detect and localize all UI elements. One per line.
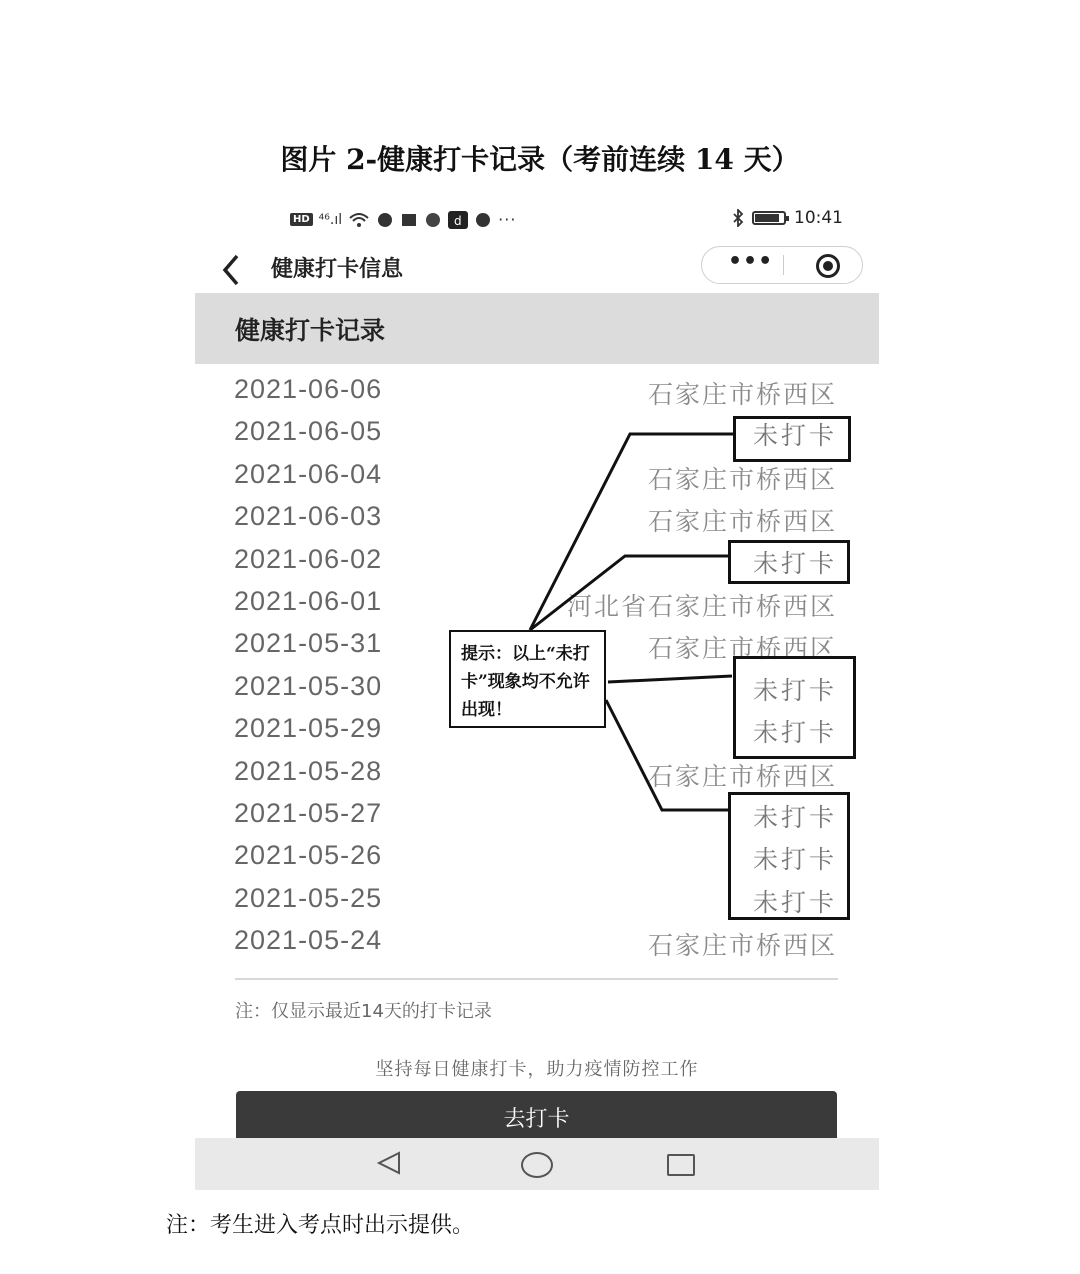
highlight-box [733,416,851,462]
app-notification-icon [474,212,492,228]
signal-icon: ⁴⁶.ıl [318,211,343,228]
record-missing-status: 未打卡 [752,845,837,875]
app-notification-icon [424,212,442,228]
highlight-box [733,656,856,759]
status-bar [195,200,879,240]
record-location: 石家庄市桥西区 [647,464,837,494]
status-icons-right [732,208,843,228]
slogan: 坚持每日健康打卡，助力疫情防控工作 [375,1059,699,1080]
tiktok-icon [448,211,468,229]
svg-text:d: d [454,213,462,228]
record-date: 2021-05-30 [234,670,383,701]
record-date: 2021-05-26 [234,840,383,871]
record-date: 2021-06-05 [234,416,383,447]
record-missing-status: 未打卡 [752,802,837,832]
record-row [195,457,879,499]
bluetooth-icon [732,209,744,227]
more-options-button[interactable]: ••• [728,249,774,274]
record-date: 2021-06-01 [234,585,383,616]
highlight-box [728,792,850,920]
back-button[interactable] [219,250,243,290]
record-date: 2021-05-27 [234,797,383,828]
status-time: 10:41 [794,208,843,228]
nav-home-icon[interactable] [521,1152,553,1178]
footer-note: 注：考生进入考点时出示提供。 [166,1213,475,1238]
record-date: 2021-05-25 [234,882,383,913]
system-nav-bar [195,1138,879,1190]
record-date: 2021-05-28 [234,755,383,786]
list-divider [235,978,838,980]
record-missing-status: 未打卡 [752,421,837,451]
page-title: 健康打卡信息 [271,257,404,282]
nav-recent-apps-icon[interactable] [667,1154,695,1176]
record-row [195,754,879,796]
record-missing-status: 未打卡 [752,548,837,578]
section-header [195,293,879,364]
hd-badge: HD [290,213,313,226]
record-location: 石家庄市桥西区 [647,507,837,537]
battery-level [755,214,779,222]
record-row [195,499,879,541]
record-location: 石家庄市桥西区 [647,761,837,791]
status-icons-left [290,210,516,229]
nav-back-icon[interactable] [375,1151,403,1175]
miniapp-capsule [701,246,863,284]
section-title: 健康打卡记录 [235,316,386,345]
record-missing-status: 未打卡 [752,887,837,917]
record-missing-status: 未打卡 [752,675,837,705]
app-notification-icon [376,212,394,228]
wifi-icon [348,212,370,228]
go-checkin-button[interactable]: 去打卡 [236,1091,837,1147]
capsule-divider [783,255,784,275]
nav-bar [195,242,879,292]
app-notification-icon [400,212,418,228]
record-location: 石家庄市桥西区 [647,634,837,664]
record-location: 河北省石家庄市桥西区 [566,591,837,621]
record-location: 石家庄市桥西区 [647,931,837,961]
record-location: 石家庄市桥西区 [647,380,837,409]
list-note: 注：仅显示最近14天的打卡记录 [235,1001,492,1022]
more-notifications-icon: ··· [498,210,517,229]
record-missing-status: 未打卡 [752,718,837,748]
close-miniapp-button[interactable] [816,254,840,278]
record-row [195,372,879,414]
figure-caption: 图片 2-健康打卡记录（考前连续 14 天） [280,143,800,176]
record-row [195,584,879,626]
battery-icon [752,211,786,225]
record-date: 2021-06-04 [234,458,383,489]
record-date: 2021-05-29 [234,713,383,744]
highlight-box [728,540,850,584]
record-date: 2021-06-06 [234,374,383,404]
record-date: 2021-06-02 [234,543,383,574]
record-row [195,923,879,965]
record-date: 2021-06-03 [234,501,383,532]
record-date: 2021-05-24 [234,925,383,956]
record-date: 2021-05-31 [234,628,383,659]
annotation-tip: 提示：以上“未打卡”现象均不允许出现！ [449,630,606,728]
